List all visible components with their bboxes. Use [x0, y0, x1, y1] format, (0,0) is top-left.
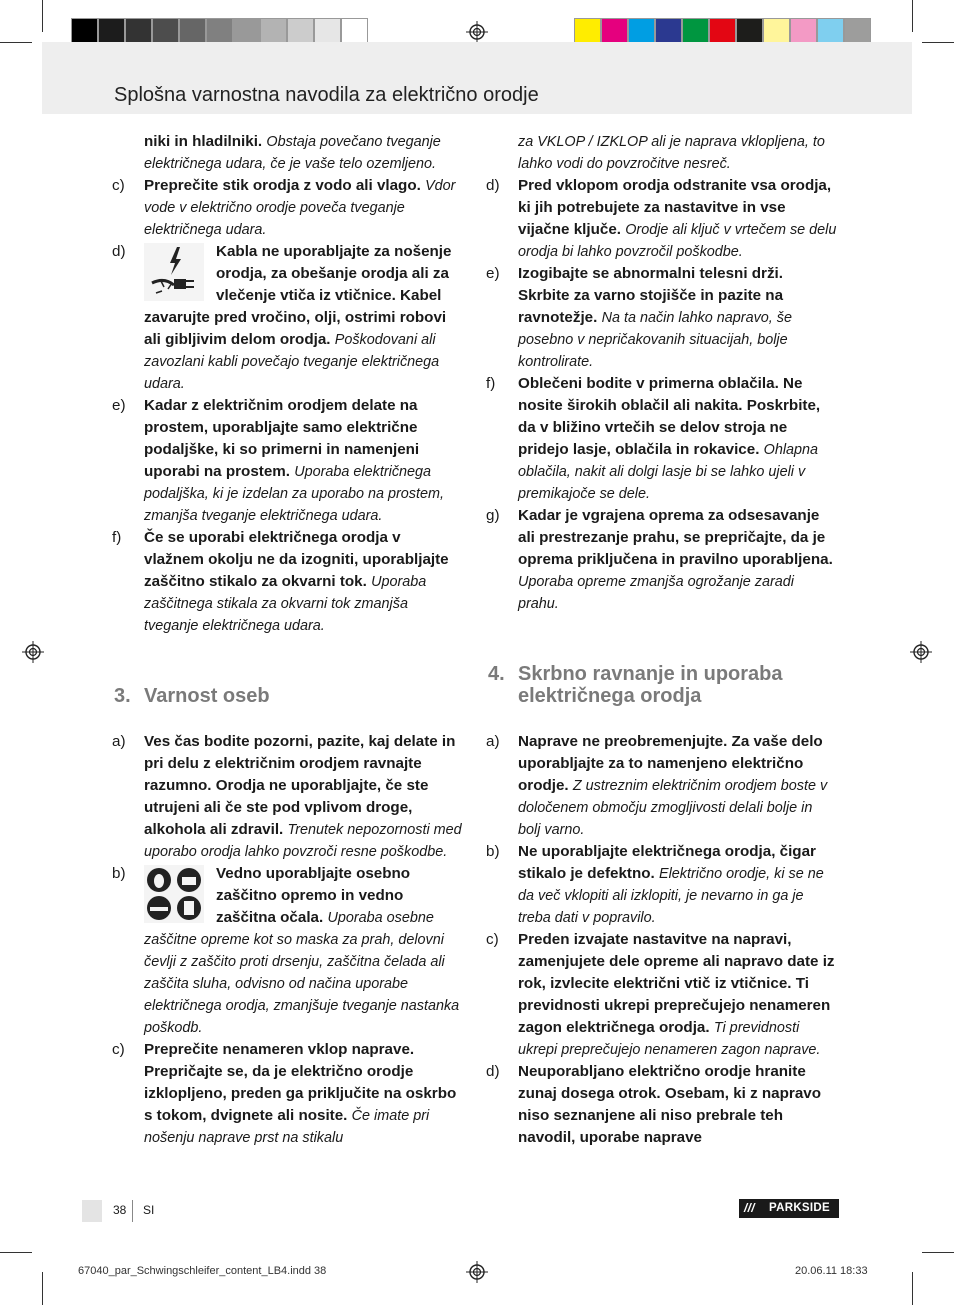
- right-column: [486, 131, 838, 1149]
- list-item: e) Kadar z električnim orodjem delate na prostem, uporabljajte samo električne podaljške, ki so primerni in namenjeni uporabi na prostem. Uporaba električnega podaljška, ki je izdelan za uporabo na prostem, zmanjša tveganje električnega udara.: [112, 397, 444, 524]
- registration-mark-icon: [910, 641, 932, 663]
- paragraph: niki in hladilniki. Obstaja povečano tveganje električnega udara, če je vaše telo ozemljeno.: [144, 133, 441, 172]
- list-item: e) Izogibajte se abnormalni telesni drži. Skrbite za varno stojišče in pazite na ravnotežje. Na ta način lahko napravo, še posebno v nepričakovanih situacijah, bolje kontrolirate.: [486, 265, 792, 370]
- footer-marker: [82, 1200, 102, 1222]
- list-item: d) Pred vklopom orodja odstranite vsa orodja, ki jih potrebujete za nastavitve in vse vijačne ključe. Orodje ali ključ v vrtečem se delu orodja bi lahko povzročil poškodbe.: [486, 177, 837, 260]
- list-item: d) Neuporabljano električno orodje hranite zunaj dosega otrok. Osebam, ki z napravo niso seznanjene ali niso prebrale teh navodil, uporabe naprave: [486, 1063, 821, 1146]
- page-number: 38: [113, 1203, 127, 1217]
- list-item: c) Preprečite stik orodja z vodo ali vlago. Vdor vode v električno orodje poveča tveganje električnega udara.: [112, 177, 456, 238]
- parkside-logo: /// PARKSIDE: [739, 1199, 839, 1218]
- footer-divider: [132, 1200, 133, 1222]
- electric-shock-plug-icon: [144, 243, 204, 301]
- print-slug-date: 20.06.11 18:33: [795, 1265, 868, 1277]
- registration-mark-icon: [466, 1261, 488, 1283]
- list-item: a) Ves čas bodite pozorni, pazite, kaj delate in pri delu z električnim orodjem ravnajte razumno. Orodja ne uporabljajte, če ste utrujeni ali če ste pod vplivom droge, alkohola ali zdravil. Trenutek nepozornosti med uporabo orodja lahko povzroči resne poškodbe.: [112, 733, 462, 860]
- list-item: f) Če se uporabi električnega orodja v vlažnem okolju ne da izogniti, uporabljajte zaščitno stikalo za okvarni tok. Uporaba zaščitnega stikala za okvarni tok zmanjša tveganje električnega udara.: [112, 529, 449, 634]
- crop-mark: [0, 42, 32, 43]
- list-item: c) Preden izvajate nastavitve na napravi, zamenjujete dele opreme ali napravo date iz rok, izvlecite električni vtič iz vtičnice. Ti previdnosti ukrepi preprečujejo nenameren zagon električnega orodja. Ti previdnosti ukrepi preprečujejo nenameren zagon naprave.: [486, 931, 835, 1058]
- list-item: d) Kabla ne uporabljajte za nošenje orodja, za obešanje orodja ali za vlečenje vtiča iz vtičnice. Kabel zavarujte pred vročino, olji, ostrimi robovi ali gibljivim delom orodja. Poškodovani ali zavozlani kabli povečajo tveganje električnega udara.: [112, 243, 452, 392]
- list-item: f) Oblečeni bodite v primerna oblačila. Ne nosite širokih oblačil ali nakita. Poskrbite, da v bližino vrtečih se delov stroja ne pridejo lasje, oblačila in rokavice. Ohlapna oblačila, nakit ali dolgi lasje bi se lahko ujeli v premikajoče se dele.: [486, 375, 821, 502]
- list-item: g) Kadar je vgrajena oprema za odsesavanje ali prestrezanje prahu, se prepričajte, da je oprema priključena in pravilno uporabljena. Uporaba opreme zmanjša ogrožanje zaradi prahu.: [486, 507, 833, 612]
- list-item: b) Vedno uporabljajte osebno zaščitno opremo in vedno zaščitna očala. Uporaba osebne zaščitne opreme kot so maska za prah, delovni čevlji z zaščito proti drsenju, zaščitna čelada ali zaščita sluha, odvisno od načina uporabe električnega orodja, zmanjšuje tveganje nastanka poškodb.: [112, 865, 460, 1036]
- crop-mark: [42, 1272, 43, 1305]
- personal-protective-equipment-icon: [144, 865, 204, 923]
- crop-mark: [922, 1252, 954, 1253]
- language-code: SI: [143, 1203, 155, 1217]
- section-heading: 3. Varnost oseb: [114, 685, 270, 707]
- left-column: [112, 131, 464, 1149]
- crop-mark: [912, 0, 913, 32]
- crop-mark: [912, 1272, 913, 1305]
- list-item: b) Ne uporabljajte električnega orodja, čigar stikalo je defektno. Električno orodje, ki se ne da več vklopiti ali izklopiti, je nevarno in ga je treba dati v popravilo.: [486, 843, 824, 926]
- crop-mark: [922, 42, 954, 43]
- print-slug-file: 67040_par_Schwingschleifer_content_LB4.indd 38: [78, 1265, 327, 1277]
- crop-mark: [42, 0, 43, 32]
- registration-mark-icon: [466, 21, 488, 43]
- page-title: Splošna varnostna navodila za električno orodje: [114, 84, 539, 106]
- list-item: c) Preprečite nenameren vklop naprave. Prepričajte se, da je električno orodje izklopljeno, preden ga priključite na oskrbo s tokom, dvignete ali nosite. Če imate pri nošenju naprave prst na stikalu: [112, 1041, 457, 1146]
- list-item: a) Naprave ne preobremenjujte. Za vaše delo uporabljajte za to namenjeno električno orodje. Z ustreznim električnim orodjem boste v določenem območju zmogljivosti delali bolje in bolj varno.: [486, 733, 828, 838]
- registration-mark-icon: [22, 641, 44, 663]
- crop-mark: [0, 1252, 32, 1253]
- section-heading: 4. Skrbno ravnanje in uporaba električnega orodja: [488, 663, 783, 707]
- paragraph: za VKLOP / IZKLOP ali je naprava vklopljena, to lahko vodi do povzročitve nesreč.: [518, 134, 825, 172]
